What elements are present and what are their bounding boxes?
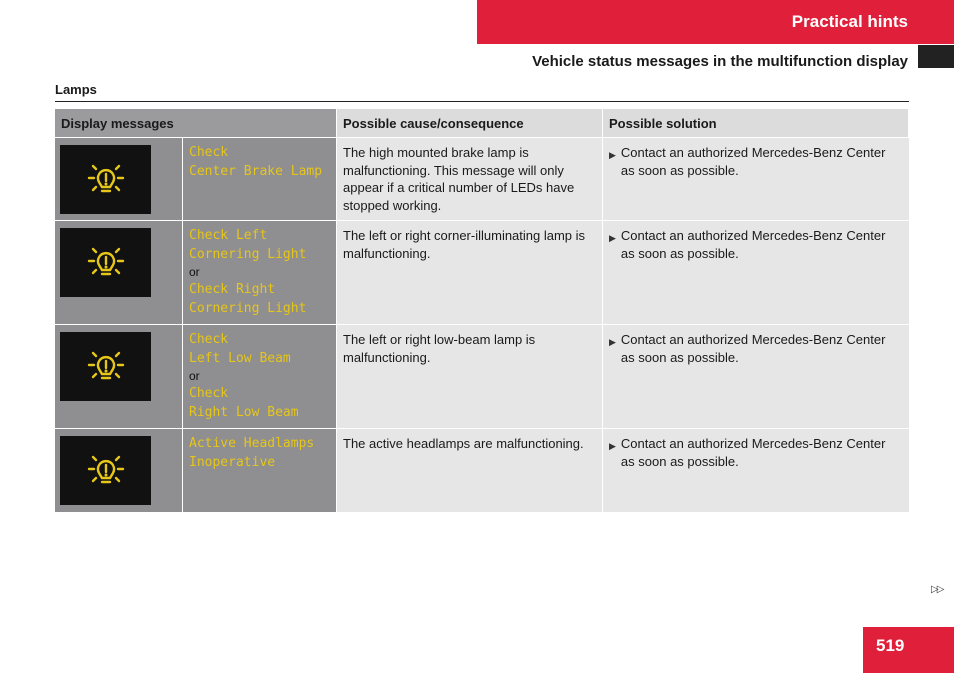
display-icon-cell <box>55 221 183 325</box>
display-icon-cell <box>55 325 183 429</box>
display-message-line: Check <box>189 332 229 347</box>
display-icon-cell <box>55 429 183 512</box>
display-screen <box>60 436 151 505</box>
header-solution: Possible solution <box>603 109 909 138</box>
cause-text: The high mounted brake lamp is malfunctioning. This message will only appear if a critical number of LEDs have stopped working. <box>337 138 603 221</box>
display-message-line: Left Low Beam <box>189 350 291 366</box>
solution-cell <box>603 325 909 429</box>
messages-table <box>55 109 909 512</box>
solution-text: Contact an authorized Mercedes-Benz Center as soon as possible. <box>620 332 886 365</box>
chapter-tab <box>918 45 954 68</box>
display-message-line: Check <box>189 386 229 401</box>
solution-cell <box>603 138 909 221</box>
display-icon-cell <box>55 138 183 221</box>
bullet-arrow-icon: ▶ <box>609 337 616 347</box>
display-message-line: Inoperative <box>189 454 276 470</box>
solution-cell <box>603 221 909 325</box>
table-row <box>55 325 909 429</box>
lamp-warning-icon <box>86 451 126 491</box>
display-message-line: Center Brake Lamp <box>189 163 323 179</box>
chapter-title: Practical hints <box>791 12 908 31</box>
display-message-cell <box>183 221 337 325</box>
header-display-messages: Display messages <box>55 109 337 138</box>
display-message-line: Cornering Light <box>189 300 307 316</box>
display-message-line: Active Headlamps <box>189 436 315 451</box>
cause-text: The active headlamps are malfunctioning. <box>337 429 603 512</box>
page-subtitle: Vehicle status messages in the multifunction display <box>532 53 908 70</box>
table-header-row <box>55 109 909 138</box>
solution-text: Contact an authorized Mercedes-Benz Center as soon as possible. <box>620 145 886 178</box>
display-screen <box>60 332 151 401</box>
header-cause: Possible cause/consequence <box>337 109 603 138</box>
table-row <box>55 429 909 512</box>
table-row <box>55 138 909 221</box>
cause-text: The left or right corner-illuminating lamp is malfunctioning. <box>337 221 603 325</box>
lamp-warning-icon <box>86 160 126 200</box>
display-message-line: Cornering Light <box>189 246 307 262</box>
cause-text: The left or right low-beam lamp is malfunctioning. <box>337 325 603 429</box>
display-screen <box>60 145 151 214</box>
bullet-arrow-icon: ▶ <box>609 233 616 243</box>
lamp-warning-icon <box>86 347 126 387</box>
solution-cell <box>603 429 909 512</box>
bullet-arrow-icon: ▶ <box>609 441 616 451</box>
display-message-line: Check <box>189 145 229 160</box>
solution-text: Contact an authorized Mercedes-Benz Center as soon as possible. <box>620 436 886 469</box>
double-arrow-right-icon[interactable]: ▷▷ <box>931 584 943 595</box>
solution-text: Contact an authorized Mercedes-Benz Center as soon as possible. <box>620 228 886 261</box>
display-message-line: Right Low Beam <box>189 404 299 420</box>
bullet-arrow-icon: ▶ <box>609 150 616 160</box>
page-number-box <box>863 627 954 673</box>
display-message-line: Check Right <box>189 282 276 297</box>
page-number: 519 <box>876 636 905 655</box>
or-separator: or <box>189 265 200 279</box>
lamp-warning-icon <box>86 243 126 283</box>
section-divider <box>55 101 909 102</box>
display-screen <box>60 228 151 297</box>
or-separator: or <box>189 369 200 383</box>
section-title: Lamps <box>55 82 97 97</box>
header-bar <box>477 0 954 44</box>
display-message-line: Check Left <box>189 228 268 243</box>
display-message-cell <box>183 138 337 221</box>
display-message-cell <box>183 429 337 512</box>
table-row <box>55 221 909 325</box>
display-message-cell <box>183 325 337 429</box>
